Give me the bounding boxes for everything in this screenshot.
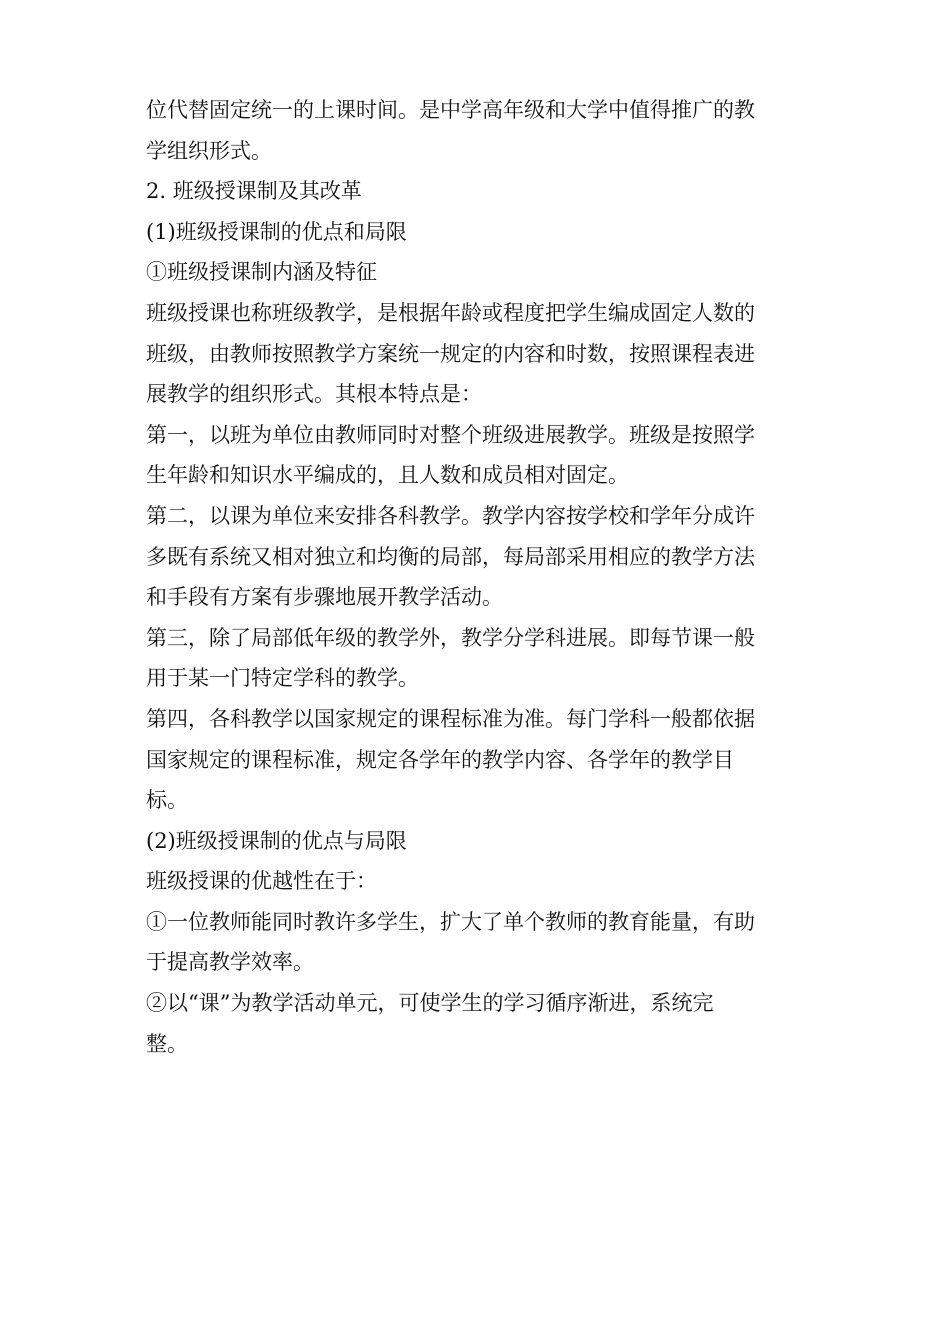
- subsection-heading: (1)班级授课制的优点和局限: [146, 219, 407, 244]
- document-body: [146, 90, 806, 1064]
- section-heading: 2. 班级授课制及其改革: [146, 179, 362, 204]
- text-line: 第二，以课为单位来安排各科教学。教学内容按学校和学年分成许: [146, 503, 755, 528]
- text-line: 班级授课也称班级教学，是根据年龄或程度把学生编成固定人数的: [146, 300, 755, 325]
- text-line: 第三，除了局部低年级的教学外，教学分学科进展。即每节课一般: [146, 625, 755, 650]
- text-line: 班级授课的优越性在于：: [146, 869, 377, 894]
- text-line: ②以“课”为教学活动单元，可使学生的学习循序渐进，系统完: [146, 991, 714, 1016]
- text-line: 整。: [146, 1031, 188, 1056]
- text-line: 第四，各科教学以国家规定的课程标准为准。每门学科一般都依据: [146, 706, 755, 731]
- text-line: 位代替固定统一的上课时间。是中学高年级和大学中值得推广的教: [146, 98, 755, 122]
- text-line: 用于某一门特定学科的教学。: [146, 666, 419, 691]
- text-line: 展教学的组织形式。其根本特点是：: [146, 382, 482, 407]
- text-line: 于提高教学效率。: [146, 950, 314, 975]
- text-line: 和手段有方案有步骤地展开教学活动。: [146, 585, 503, 610]
- subsection-heading: ①班级授课制内涵及特征: [146, 260, 377, 285]
- text-line: 班级，由教师按照教学方案统一规定的内容和时数，按照课程表进: [146, 341, 755, 366]
- text-line: 国家规定的课程标准，规定各学年的教学内容、各学年的教学目: [146, 747, 734, 772]
- text-line: ①一位教师能同时教许多学生，扩大了单个教师的教育能量，有助: [146, 909, 755, 934]
- subsection-heading: (2)班级授课制的优点与局限: [146, 828, 407, 853]
- text-line: 学组织形式。: [146, 138, 272, 163]
- text-line: 生年龄和知识水平编成的，且人数和成员相对固定。: [146, 463, 629, 488]
- text-line: 标。: [146, 788, 188, 813]
- text-line: 第一，以班为单位由教师同时对整个班级进展教学。班级是按照学: [146, 422, 755, 447]
- text-line: 多既有系统又相对独立和均衡的局部，每局部采用相应的教学方法: [146, 544, 755, 569]
